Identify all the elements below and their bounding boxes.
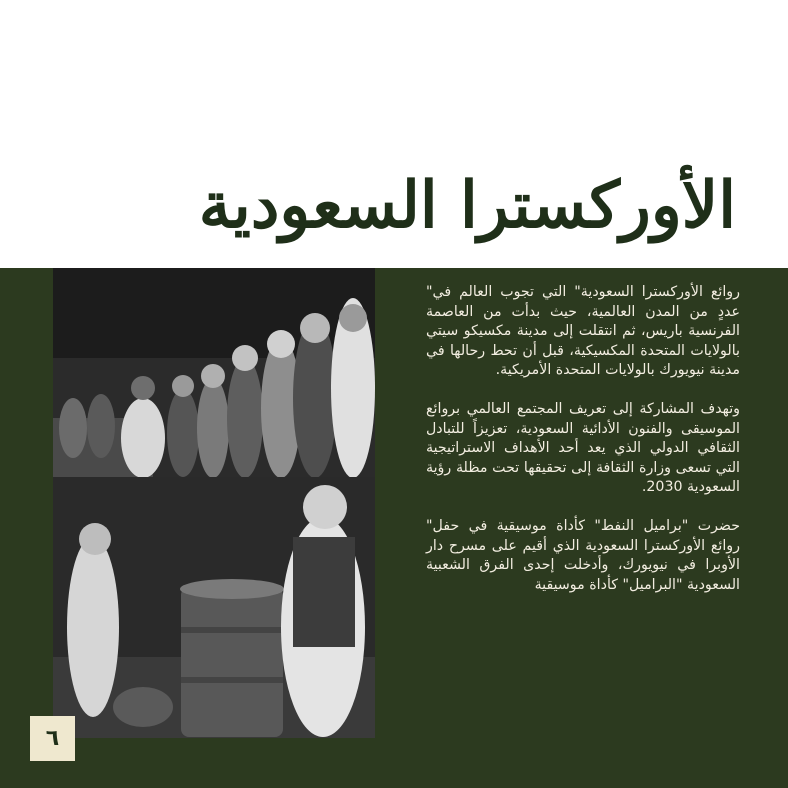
paragraph-2: وتهدف المشاركة إلى تعريف المجتمع العالمي بروائع الموسيقى والفنون الأدائية السعودية، تعزيزاً للتبادل الثقافي الدولي الذي يعد أحد الأهداف الاستراتيجية التي تسعى وزارة الثقافة إلى تحقيقها تحت مظلة رؤية السعودية 2030. xyxy=(426,400,740,496)
paragraph-3: حضرت "براميل النفط" كأداة موسيقية في حفل" روائع الأوركسترا السعودية الذي أقيم على مسرح دار الأوبرا في نيويورك، وأدخلت إحدى الفرق الشعبية السعودية "البراميل" كأداة موسيقية xyxy=(426,517,740,593)
choir-photo xyxy=(53,268,375,477)
paragraph-1: روائع الأوركسترا السعودية" التي تجوب العالم في" عددٍ من المدن العالمية، حيث بدأت من العاصمة الفرنسية باريس، ثم انتقلت إلى مدينة مكسيكو سيتي بالولايات المتحدة المكسيكية، قبل أن تحط رحالها في مدينة نيويورك بالولايات المتحدة الأمريكية. xyxy=(426,284,740,379)
page-number: ٦ xyxy=(30,716,75,761)
page-title: الأوركسترا السعودية xyxy=(198,168,736,243)
barrel-drummer-photo xyxy=(53,477,375,738)
article-body xyxy=(426,283,740,614)
header-area xyxy=(0,0,788,268)
